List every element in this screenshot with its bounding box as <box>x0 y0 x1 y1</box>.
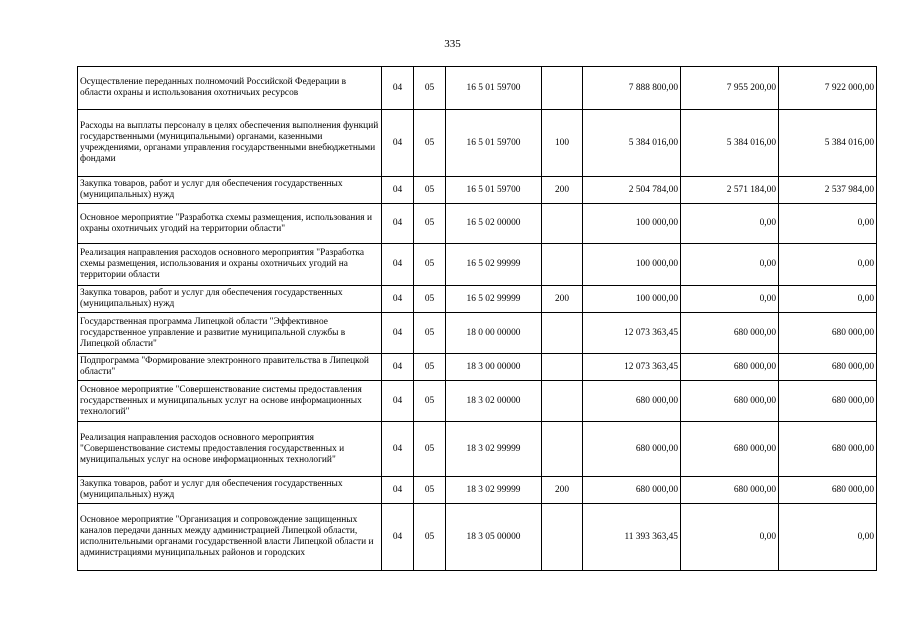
row-name-cell: Закупка товаров, работ и услуг для обеспечения государственных (муниципальных) нужд <box>78 477 382 504</box>
amount-year2-cell: 0,00 <box>681 504 779 571</box>
row-name-cell: Осуществление переданных полномочий Российской Федерации в области охраны и использования охотничьих ресурсов <box>78 67 382 110</box>
expense-type-cell: 200 <box>542 286 583 313</box>
amount-year3-cell: 0,00 <box>779 204 877 244</box>
subsection-code-cell: 05 <box>414 204 446 244</box>
amount-year3-cell: 0,00 <box>779 286 877 313</box>
subsection-code-cell: 05 <box>414 422 446 477</box>
target-article-cell: 18 3 02 99999 <box>446 422 542 477</box>
row-name-cell: Реализация направления расходов основного мероприятия "Совершенствование системы предоставления государственных и муниципальных услуг на основе информационных технологий" <box>78 422 382 477</box>
section-code-cell: 04 <box>382 354 414 381</box>
section-code-cell: 04 <box>382 67 414 110</box>
target-article-cell: 16 5 02 99999 <box>446 244 542 286</box>
section-code-cell: 04 <box>382 477 414 504</box>
amount-year3-cell: 680 000,00 <box>779 354 877 381</box>
target-article-cell: 18 3 00 00000 <box>446 354 542 381</box>
section-code-cell: 04 <box>382 110 414 177</box>
target-article-cell: 18 0 00 00000 <box>446 313 542 354</box>
amount-year2-cell: 2 571 184,00 <box>681 177 779 204</box>
amount-year2-cell: 0,00 <box>681 204 779 244</box>
subsection-code-cell: 05 <box>414 504 446 571</box>
table-row <box>78 477 877 504</box>
row-name-cell: Основное мероприятие "Разработка схемы размещения, использования и охраны охотничьих угодий на территории области" <box>78 204 382 244</box>
table-row <box>78 286 877 313</box>
table-row <box>78 504 877 571</box>
table-row <box>78 354 877 381</box>
amount-year3-cell: 5 384 016,00 <box>779 110 877 177</box>
amount-year1-cell: 2 504 784,00 <box>583 177 681 204</box>
amount-year2-cell: 680 000,00 <box>681 354 779 381</box>
amount-year3-cell: 2 537 984,00 <box>779 177 877 204</box>
subsection-code-cell: 05 <box>414 354 446 381</box>
target-article-cell: 16 5 02 99999 <box>446 286 542 313</box>
expense-type-cell <box>542 204 583 244</box>
amount-year2-cell: 5 384 016,00 <box>681 110 779 177</box>
amount-year1-cell: 680 000,00 <box>583 381 681 422</box>
row-name-cell: Закупка товаров, работ и услуг для обеспечения государственных (муниципальных) нужд <box>78 286 382 313</box>
row-name-cell: Подпрограмма "Формирование электронного правительства в Липецкой области" <box>78 354 382 381</box>
amount-year3-cell: 0,00 <box>779 244 877 286</box>
expense-type-cell <box>542 422 583 477</box>
expense-type-cell: 100 <box>542 110 583 177</box>
amount-year2-cell: 680 000,00 <box>681 422 779 477</box>
amount-year3-cell: 680 000,00 <box>779 313 877 354</box>
table-row <box>78 67 877 110</box>
expense-type-cell: 200 <box>542 477 583 504</box>
section-code-cell: 04 <box>382 286 414 313</box>
section-code-cell: 04 <box>382 244 414 286</box>
row-name-cell: Основное мероприятие "Организация и сопровождение защищенных каналов передачи данных между администрацией Липецкой области, исполнительными органами государственной власти Липецкой области и администрациями муниципальных районов и городских <box>78 504 382 571</box>
expense-type-cell <box>542 504 583 571</box>
section-code-cell: 04 <box>382 313 414 354</box>
expense-type-cell <box>542 67 583 110</box>
section-code-cell: 04 <box>382 422 414 477</box>
target-article-cell: 16 5 02 00000 <box>446 204 542 244</box>
subsection-code-cell: 05 <box>414 67 446 110</box>
table-row <box>78 110 877 177</box>
expense-type-cell: 200 <box>542 177 583 204</box>
table-row <box>78 177 877 204</box>
page-number: 335 <box>444 38 461 50</box>
section-code-cell: 04 <box>382 504 414 571</box>
amount-year2-cell: 0,00 <box>681 286 779 313</box>
amount-year2-cell: 680 000,00 <box>681 477 779 504</box>
amount-year3-cell: 680 000,00 <box>779 381 877 422</box>
amount-year2-cell: 680 000,00 <box>681 313 779 354</box>
amount-year1-cell: 100 000,00 <box>583 244 681 286</box>
table-row <box>78 204 877 244</box>
amount-year1-cell: 100 000,00 <box>583 286 681 313</box>
subsection-code-cell: 05 <box>414 177 446 204</box>
budget-table <box>77 66 877 571</box>
subsection-code-cell: 05 <box>414 313 446 354</box>
row-name-cell: Закупка товаров, работ и услуг для обеспечения государственных (муниципальных) нужд <box>78 177 382 204</box>
target-article-cell: 18 3 05 00000 <box>446 504 542 571</box>
amount-year1-cell: 5 384 016,00 <box>583 110 681 177</box>
table-row <box>78 422 877 477</box>
section-code-cell: 04 <box>382 204 414 244</box>
amount-year2-cell: 680 000,00 <box>681 381 779 422</box>
subsection-code-cell: 05 <box>414 244 446 286</box>
amount-year2-cell: 7 955 200,00 <box>681 67 779 110</box>
section-code-cell: 04 <box>382 177 414 204</box>
table-row <box>78 313 877 354</box>
target-article-cell: 18 3 02 00000 <box>446 381 542 422</box>
table-row <box>78 381 877 422</box>
row-name-cell: Расходы на выплаты персоналу в целях обеспечения выполнения функций государственными (муниципальными) органами, казенными учреждениями, органами управления государственными внебюджетными фондами <box>78 110 382 177</box>
target-article-cell: 16 5 01 59700 <box>446 110 542 177</box>
section-code-cell: 04 <box>382 381 414 422</box>
expense-type-cell <box>542 354 583 381</box>
amount-year3-cell: 0,00 <box>779 504 877 571</box>
amount-year1-cell: 680 000,00 <box>583 477 681 504</box>
target-article-cell: 16 5 01 59700 <box>446 177 542 204</box>
subsection-code-cell: 05 <box>414 477 446 504</box>
amount-year3-cell: 680 000,00 <box>779 422 877 477</box>
target-article-cell: 16 5 01 59700 <box>446 67 542 110</box>
subsection-code-cell: 05 <box>414 381 446 422</box>
expense-type-cell <box>542 244 583 286</box>
amount-year2-cell: 0,00 <box>681 244 779 286</box>
amount-year1-cell: 12 073 363,45 <box>583 354 681 381</box>
amount-year3-cell: 680 000,00 <box>779 477 877 504</box>
subsection-code-cell: 05 <box>414 110 446 177</box>
row-name-cell: Государственная программа Липецкой области "Эффективное государственное управление и развитие муниципальной службы в Липецкой области" <box>78 313 382 354</box>
table-row <box>78 244 877 286</box>
amount-year1-cell: 7 888 800,00 <box>583 67 681 110</box>
row-name-cell: Реализация направления расходов основного мероприятия "Разработка схемы размещения, использования и охраны охотничьих угодий на территории области <box>78 244 382 286</box>
subsection-code-cell: 05 <box>414 286 446 313</box>
amount-year1-cell: 100 000,00 <box>583 204 681 244</box>
amount-year3-cell: 7 922 000,00 <box>779 67 877 110</box>
amount-year1-cell: 11 393 363,45 <box>583 504 681 571</box>
row-name-cell: Основное мероприятие "Совершенствование системы предоставления государственных и муниципальных услуг на основе информационных технологий" <box>78 381 382 422</box>
amount-year1-cell: 12 073 363,45 <box>583 313 681 354</box>
target-article-cell: 18 3 02 99999 <box>446 477 542 504</box>
amount-year1-cell: 680 000,00 <box>583 422 681 477</box>
expense-type-cell <box>542 313 583 354</box>
expense-type-cell <box>542 381 583 422</box>
